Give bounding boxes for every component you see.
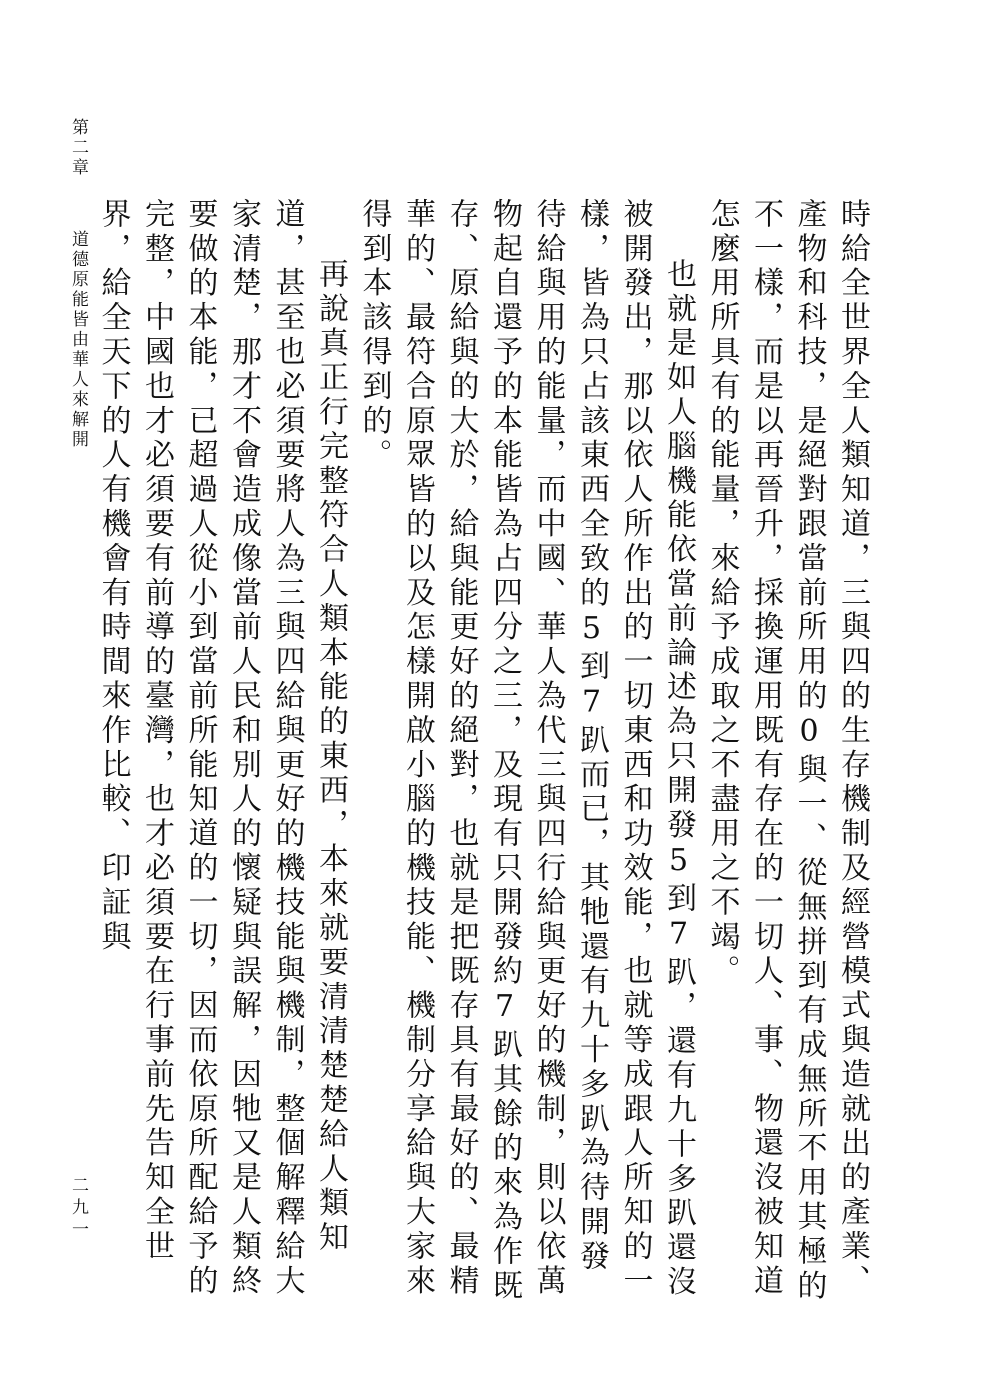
paragraph-1: 時給全世界全人類知道，三與四的生存機制及經營模式與造就出的產業、產物和科技，是絕對跟當前所用的0與一、從無拼到有成無所不用其極的不一樣，而是以再晉升，採換運用既有存在的一切人、事、物還沒被知道怎麼用所具有的能量，來給予成取之不盡用之不竭。: [704, 198, 870, 1304]
chapter-title: 道德原能皆由華人來解開: [68, 230, 88, 450]
running-head-gap: [78, 178, 79, 230]
paragraph-3: 再說真正行完整符合人類本能的東西，本來就要清清楚楚給人類知道，甚至也必須要將人為三與四給與更好的機技能與機制，整個解釋給大家清楚，那才不會造成像當前人民和別人的懷疑與誤解，因牠又是人類終要做的本能，已超過人從小到當前所能知道的一切，因而依原所配給予的完整，中國也才必須要有前導的臺灣，也才必須要在行事前先告知全世界，給全天下的人有機會有時間來作比較、印証與: [95, 198, 348, 1299]
running-head: [62, 118, 90, 450]
paragraph-2: 也就是如人腦機能依當前論述為只開發5到7趴，還有九十多趴還沒被開發出，那以依人所作出的一切東西和功效能，也就等成跟人所知的一樣，皆為只占該東西全致的5到7趴而已，其牠還有九十多趴為待開發待給與用的能量，而中國、華人為代三與四行給與更好的機制，則以依萬物起自還予的本能皆為占四分之三，及現有只開發約7趴其餘的來為作既存、原給與的大於，給與能更好的絕對，也就是把既存具有最好的、最精華的、最符合原眾皆的以及怎樣開啟小腦的機技能、機制分享給與大家來得到本該得到的。: [356, 198, 696, 1304]
body-text: [95, 198, 874, 1308]
page-number: 二九一: [68, 1176, 88, 1242]
chapter-label: 第二章: [68, 118, 88, 178]
